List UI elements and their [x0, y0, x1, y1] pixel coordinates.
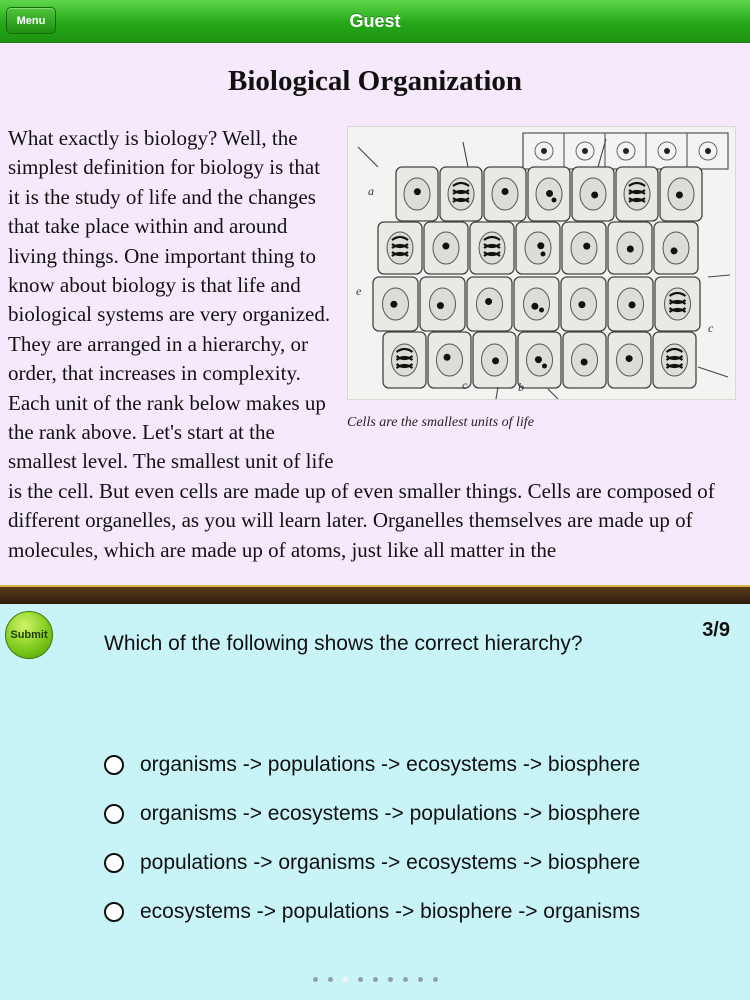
radio-button[interactable] [104, 755, 124, 775]
radio-button[interactable] [104, 853, 124, 873]
answer-option-label: organisms -> ecosystems -> populations -> biosphere [140, 801, 641, 825]
panel-divider [0, 585, 750, 604]
cell-tissue-image [347, 126, 736, 400]
page-indicator[interactable] [0, 977, 750, 982]
top-nav-bar [0, 0, 750, 43]
answer-option[interactable] [104, 887, 640, 936]
page-dot[interactable] [433, 977, 438, 982]
page-dot[interactable] [373, 977, 378, 982]
page-dot[interactable] [328, 977, 333, 982]
svg-text:c: c [708, 321, 714, 335]
article-title: Biological Organization [227, 65, 523, 97]
page-dot[interactable] [358, 977, 363, 982]
reading-panel[interactable] [0, 43, 750, 585]
svg-text:b: b [518, 380, 524, 394]
page-dot[interactable] [388, 977, 393, 982]
figure-caption: Cells are the smallest units of life [347, 415, 534, 430]
answer-option[interactable] [104, 740, 640, 789]
answer-option[interactable] [104, 789, 640, 838]
question-counter: 3/9 [702, 619, 730, 641]
page-dot[interactable] [418, 977, 423, 982]
radio-button[interactable] [104, 902, 124, 922]
article-body [8, 124, 746, 565]
question-text: Which of the following shows the correct hierarchy? [104, 632, 583, 655]
answer-option-label: organisms -> populations -> ecosystems -> biosphere [140, 752, 641, 776]
svg-text:a: a [368, 184, 374, 198]
radio-button[interactable] [104, 804, 124, 824]
page-dot[interactable] [403, 977, 408, 982]
svg-text:c: c [462, 378, 468, 392]
page-dot[interactable] [313, 977, 318, 982]
article-paragraph: What exactly is biology? Well, the simplest definition for biology is that it is the study of life and the changes that take place within and around living things. One important thing to know about biology is that life and biological systems are very organized. They are arranged in a hierarchy, or order, that increases in complexity. Each unit of the rank below makes up the rank above. Let's start at the smallest level. The smallest unit of life is the cell. But even cells are made up of even smaller things. Cells are composed of different organelles, as you will learn later. Organelles themselves are made up of molecules, which are made up of atoms, just like all matter in the [8, 126, 715, 562]
page-dot[interactable] [343, 977, 348, 982]
answer-option[interactable] [104, 838, 640, 887]
menu-button[interactable]: Menu [6, 7, 56, 34]
user-title: Guest [349, 10, 401, 31]
svg-text:e: e [356, 284, 362, 298]
answer-option-label: populations -> organisms -> ecosystems -> biosphere [140, 850, 641, 874]
answer-options [104, 740, 640, 936]
submit-button[interactable]: Submit [5, 611, 53, 659]
quiz-panel [0, 604, 750, 1000]
figure [346, 124, 746, 456]
answer-option-label: ecosystems -> populations -> biosphere -> organisms [140, 899, 641, 923]
